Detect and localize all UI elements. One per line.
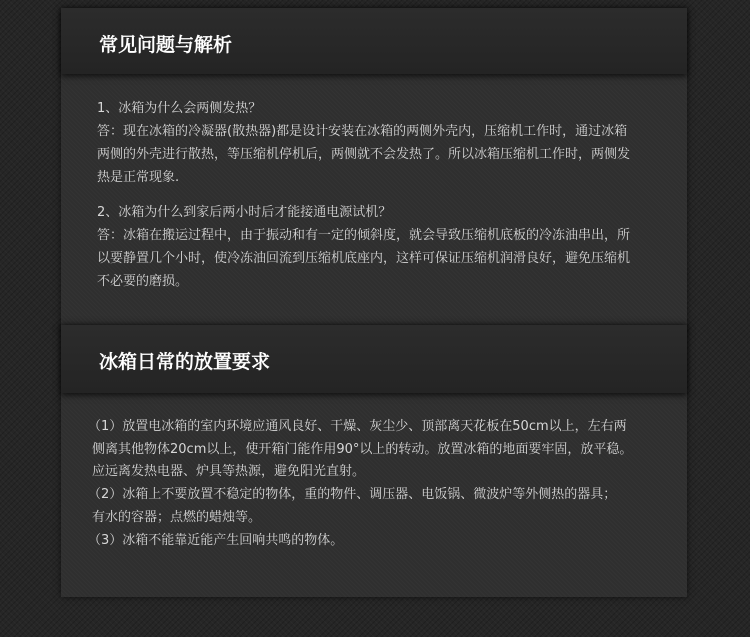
faq-question-1: 1、冰箱为什么会两侧发热？	[97, 101, 262, 116]
requirement-line-3: 应远离发热电器、炉具等热源，避免阳光直射。	[92, 464, 366, 480]
requirement-line-2: 侧离其他物体20cm以上，使开箱门能作用90°以上的转动。放置冰箱的地面要牢固，放平稳。	[92, 441, 633, 457]
placement-header	[61, 325, 687, 393]
faq-answer-2-line-1: 答：冰箱在搬运过程中，由于振动和有一定的倾斜度，就会导致压缩机底板的冷冻油串出，所	[97, 228, 631, 243]
placement-title: 冰箱日常的放置要求	[99, 351, 271, 373]
requirement-line-5: 有水的容器；点燃的蜡烛等。	[92, 509, 262, 525]
faq-item-2	[97, 201, 677, 293]
faq-answer-1-line-1: 答：现在冰箱的冷凝器(散热器)都是设计安装在冰箱的两侧外壳内，压缩机工作时，通过冰箱	[97, 124, 628, 139]
faq-title: 常见问题与解析	[99, 34, 233, 56]
faq-answer-2-line-2: 以要静置几个小时，使冷冻油回流到压缩机底座内，这样可保证压缩机润滑良好，避免压缩机	[97, 251, 631, 266]
placement-requirements	[88, 416, 678, 552]
faq-answer-2-line-3: 不必要的磨损。	[97, 274, 189, 289]
requirement-line-4: （2）冰箱上不要放置不稳定的物体，重的物件、调压器、电饭锅、微波炉等外侧热的器具；	[88, 487, 617, 503]
requirement-line-6: （3）冰箱不能靠近能产生回响共鸣的物体。	[88, 532, 344, 548]
faq-answer-1-line-2: 两侧的外壳进行散热，等压缩机停机后，两侧就不会发热了。所以冰箱压缩机工作时，两侧发	[97, 147, 631, 162]
faq-item-1	[97, 97, 677, 189]
faq-header	[61, 8, 687, 74]
faq-question-2: 2、冰箱为什么到家后两小时后才能接通电源试机？	[97, 205, 392, 220]
faq-answer-1-line-3: 热是正常现象.	[97, 170, 180, 185]
requirement-line-1: （1）放置电冰箱的室内环境应通风良好、干燥、灰尘少、顶部离天花板在50cm以上，左右两	[88, 419, 627, 434]
